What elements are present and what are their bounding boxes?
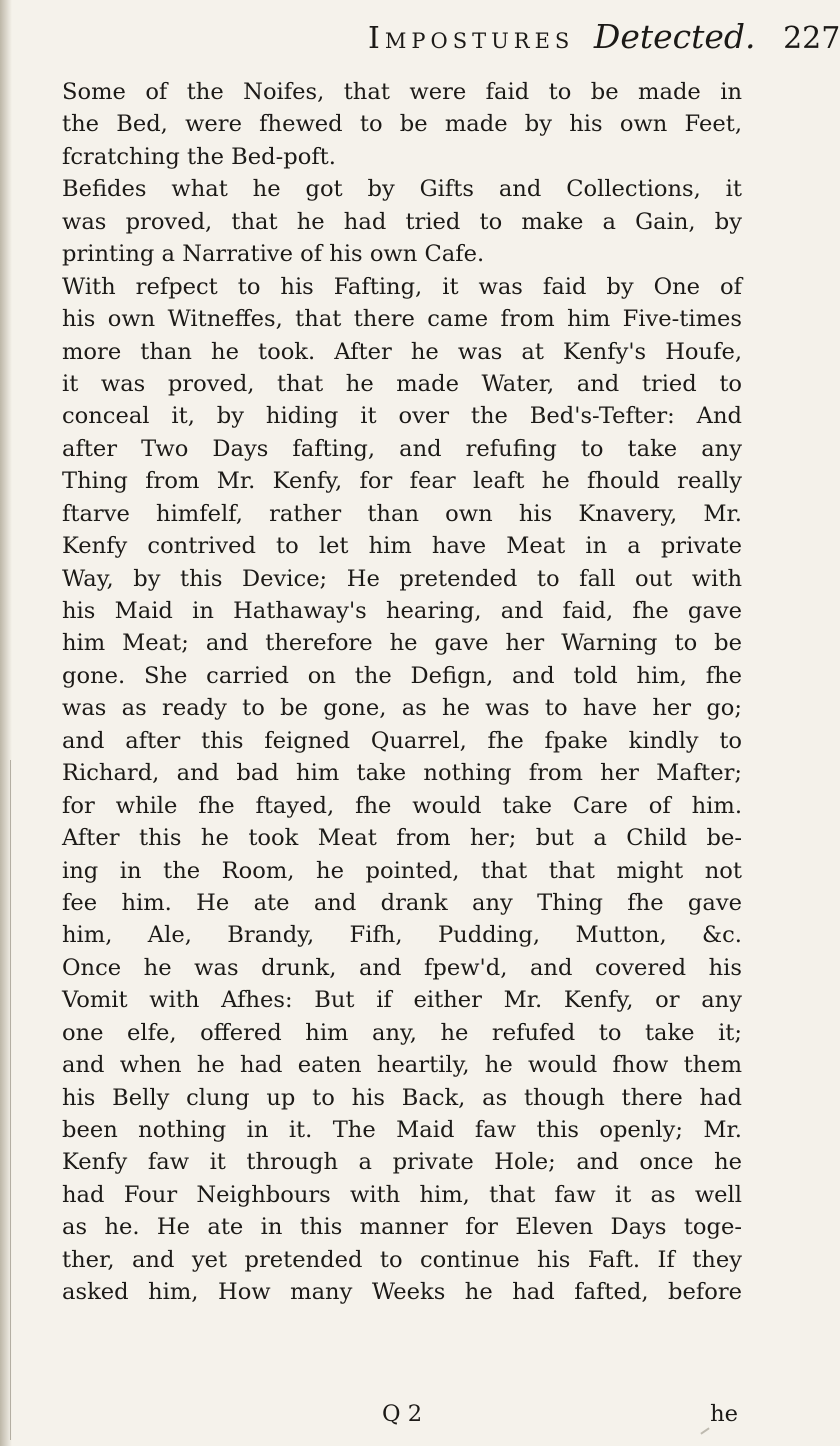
text-line: was proved, that he had tried to make a Gain, by (62, 208, 742, 235)
text-line: Kenfy faw it through a private Hole; and once he (62, 1149, 742, 1176)
text-line: the Bed, were fhewed to be made by his own Feet, (62, 111, 742, 138)
text-line: been nothing in it. The Maid faw this openly; Mr. (62, 1117, 742, 1143)
text-line: and after this feigned Quarrel, fhe fpake kindly to (62, 727, 742, 754)
text-line: ing in the Room, he pointed, that that might not (62, 857, 742, 884)
text-line: for while fhe ftayed, fhe would take Care of him. (62, 792, 742, 819)
text-line: him Meat; and therefore he gave her Warning to be (62, 630, 742, 657)
text-line: ftarve himfelf, rather than own his Knavery, Mr. (62, 500, 742, 527)
text-line: as he. He ate in this manner for Eleven Days toge- (62, 1214, 742, 1241)
text-line: and when he had eaten heartily, he would fhow them (62, 1052, 742, 1079)
text-line: asked him, How many Weeks he had fafted, before (62, 1279, 742, 1306)
text-line: him, Ale, Brandy, Fifh, Pudding, Mutton, &c. (62, 922, 742, 949)
text-line: was as ready to be gone, as he was to have her go; (62, 695, 742, 722)
running-title: Impostures (368, 21, 575, 56)
text-line: his Belly clung up to his Back, as though there had (62, 1084, 742, 1111)
running-title-italic: Detected. (593, 17, 756, 56)
gutter-line (10, 760, 11, 1440)
text-line: Richard, and bad him take nothing from her Mafter; (62, 760, 742, 787)
text-line: After this he took Meat from her; but a Child be- (62, 825, 742, 852)
text-line: Some of the Noifes, that were faid to be made in (62, 79, 742, 105)
text-line: Befides what he got by Gifts and Collections, it (62, 176, 742, 203)
text-line: after Two Days fafting, and refufing to take any (62, 435, 742, 462)
text-line: gone. She carried on the Defign, and told him, fhe (62, 662, 742, 689)
running-header (368, 12, 840, 62)
page-number: 227 (783, 21, 840, 56)
text-line: Way, by this Device; He pretended to fall out with (62, 565, 742, 592)
text-line: ther, and yet pretended to continue his Faft. If they (62, 1246, 742, 1273)
text-line: had Four Neighbours with him, that faw it as well (62, 1181, 742, 1208)
text-line: printing a Narrative of his own Cafe. (62, 241, 485, 268)
text-line: fee him. He ate and drank any Thing fhe gave (62, 889, 742, 916)
text-line: more than he took. After he was at Kenfy's Houfe, (62, 338, 742, 365)
text-line: Vomit with Afhes: But if either Mr. Kenfy, or any (62, 987, 742, 1014)
catchword: he (710, 1401, 738, 1427)
text-line: his Maid in Hathaway's hearing, and faid, fhe gave (62, 598, 742, 624)
text-line: Once he was drunk, and fpew'd, and covered his (62, 954, 742, 981)
text-line: fcratching the Bed-poft. (62, 143, 336, 170)
text-line: it was proved, that he made Water, and tried to (62, 370, 742, 397)
text-line: Kenfy contrived to let him have Meat in a private (62, 533, 742, 560)
text-line: one elfe, offered him any, he refufed to take it; (62, 1019, 742, 1046)
catchline (62, 1397, 742, 1431)
text-line: conceal it, by hiding it over the Bed's-Tefter: And (62, 403, 742, 430)
text-line: his own Witneffes, that there came from him Five-times (62, 306, 742, 333)
body-text (62, 76, 742, 1309)
text-line: With refpect to his Fafting, it was faid by One of (62, 273, 742, 300)
text-line: Thing from Mr. Kenfy, for fear leaft he fhould really (62, 468, 742, 495)
signature-mark: Q 2 (382, 1401, 423, 1427)
